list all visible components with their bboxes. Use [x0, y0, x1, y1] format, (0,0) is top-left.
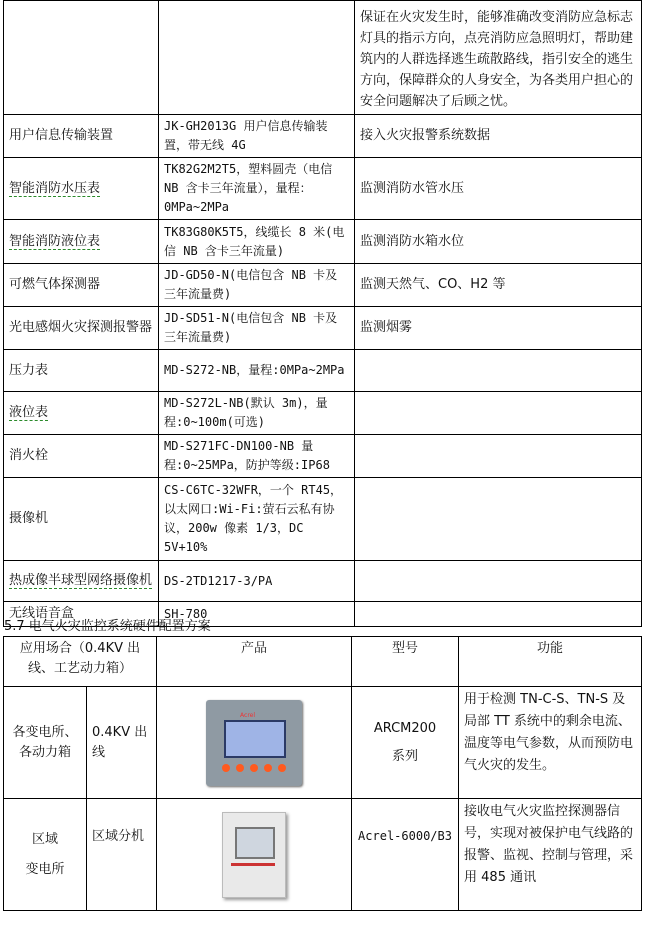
cell-name: 压力表	[4, 350, 159, 392]
cell-function: 用于检测 TN-C-S、TN-S 及局部 TT 系统中的剩余电流、温度等电气参数，从而预防电气火灾的发生。	[459, 687, 642, 799]
hardware-config-table	[3, 636, 642, 911]
cell-sub: 区域分机	[87, 799, 157, 911]
cell-name: 热成像半球型网络摄像机	[4, 561, 159, 602]
meter-buttons	[222, 764, 286, 774]
cell-name: 摄像机	[4, 478, 159, 561]
cabinet-bar	[231, 863, 275, 866]
cell-desc: 监测烟雾	[355, 307, 642, 350]
cell-name: 用户信息传输装置	[4, 115, 159, 158]
cell-function: 接收电气火灾监控探测器信号，实现对被保护电气线路的报警、监视、控制与管理，采用 485 通讯	[459, 799, 642, 911]
cell-scene: 各变电所、各动力箱	[4, 687, 87, 799]
cell-desc: 监测消防水箱水位	[355, 220, 642, 264]
cell-desc	[355, 350, 642, 392]
cell-desc: 接入火灾报警系统数据	[355, 115, 642, 158]
model-line-b: 系列	[392, 748, 419, 764]
cell-product	[157, 687, 352, 799]
panel-meter-icon	[206, 700, 302, 786]
cell-model: JK-GH2013G 用户信息传输装置，带无线 4G	[159, 115, 355, 158]
cell-scene	[4, 799, 87, 911]
model-line-a: ARCM200	[373, 720, 437, 736]
cabinet-screen	[235, 827, 275, 859]
cell-model: TK83G80K5T5，线缆长 8 米(电信 NB 含卡三年流量)	[159, 220, 355, 264]
cell-desc	[355, 561, 642, 602]
cell-desc	[355, 602, 642, 627]
cabinet-host-icon	[222, 812, 286, 898]
cell-model: Acrel-6000/B3	[352, 799, 459, 911]
cell-desc	[355, 478, 642, 561]
header-model: 型号	[352, 637, 459, 687]
cell-desc: 监测消防水管水压	[355, 158, 642, 220]
header-function: 功能	[459, 637, 642, 687]
cell-name: 智能消防液位表	[4, 220, 159, 264]
cell-name: 可燃气体探测器	[4, 264, 159, 307]
cell-product	[157, 799, 352, 911]
cell-name: 无线语音盒	[4, 602, 159, 627]
cell-model: CS-C6TC-32WFR，一个 RT45，以太网口:Wi-Fi:萤石云私有协议，200w 像素 1/3，DC 5V+10%	[159, 478, 355, 561]
cell-model: MD-S272L-NB(默认 3m)，量程:0~100m(可选)	[159, 392, 355, 435]
meter-screen	[224, 720, 286, 758]
cell-model: MD-S271FC-DN100-NB 量程:0~25MPa，防护等级:IP68	[159, 435, 355, 478]
section-title: 5.7 电气火灾监控系统硬件配置方案	[4, 619, 211, 634]
cell-model	[352, 687, 459, 799]
cell-desc: 监测天然气、CO、H2 等	[355, 264, 642, 307]
cell-name: 消火栓	[4, 435, 159, 478]
cell-model: DS-2TD1217-3/PA	[159, 561, 355, 602]
header-scene: 应用场合（0.4KV 出线、工艺动力箱）	[4, 637, 157, 687]
cell-desc	[355, 392, 642, 435]
scene-line-b: 变电所	[25, 861, 65, 877]
cell-model: SH-780	[159, 602, 355, 627]
cell-model: TK82G2M2T5，塑料圆壳（电信 NB 含卡三年流量），量程：0MPa~2MPa	[159, 158, 355, 220]
cell-model: JD-GD50-N(电信包含 NB 卡及三年流量费)	[159, 264, 355, 307]
cell-name: 智能消防水压表	[4, 158, 159, 220]
cell-sub: 0.4KV 出线	[87, 687, 157, 799]
scene-line-a: 区域	[31, 831, 58, 847]
cell-name: 光电感烟火灾探测报警器	[4, 307, 159, 350]
cell-name: 液位表	[4, 392, 159, 435]
cell-desc: 保证在火灾发生时，能够准确改变消防应急标志灯具的指示方向，点亮消防应急照明灯，帮助建筑内的人群选择逃生疏散路线，指引安全的逃生方向，保障群众的人身安全，为各类用户担心的安全问题解决了后顾之忧。	[355, 1, 642, 115]
device-config-table	[3, 0, 642, 627]
cell-model: JD-SD51-N(电信包含 NB 卡及三年流量费)	[159, 307, 355, 350]
header-product: 产品	[157, 637, 352, 687]
cell-name	[4, 1, 159, 115]
cell-model	[159, 1, 355, 115]
cell-model: MD-S272-NB，量程:0MPa~2MPa	[159, 350, 355, 392]
cell-desc	[355, 435, 642, 478]
meter-brand-label: Acrel	[240, 711, 256, 719]
